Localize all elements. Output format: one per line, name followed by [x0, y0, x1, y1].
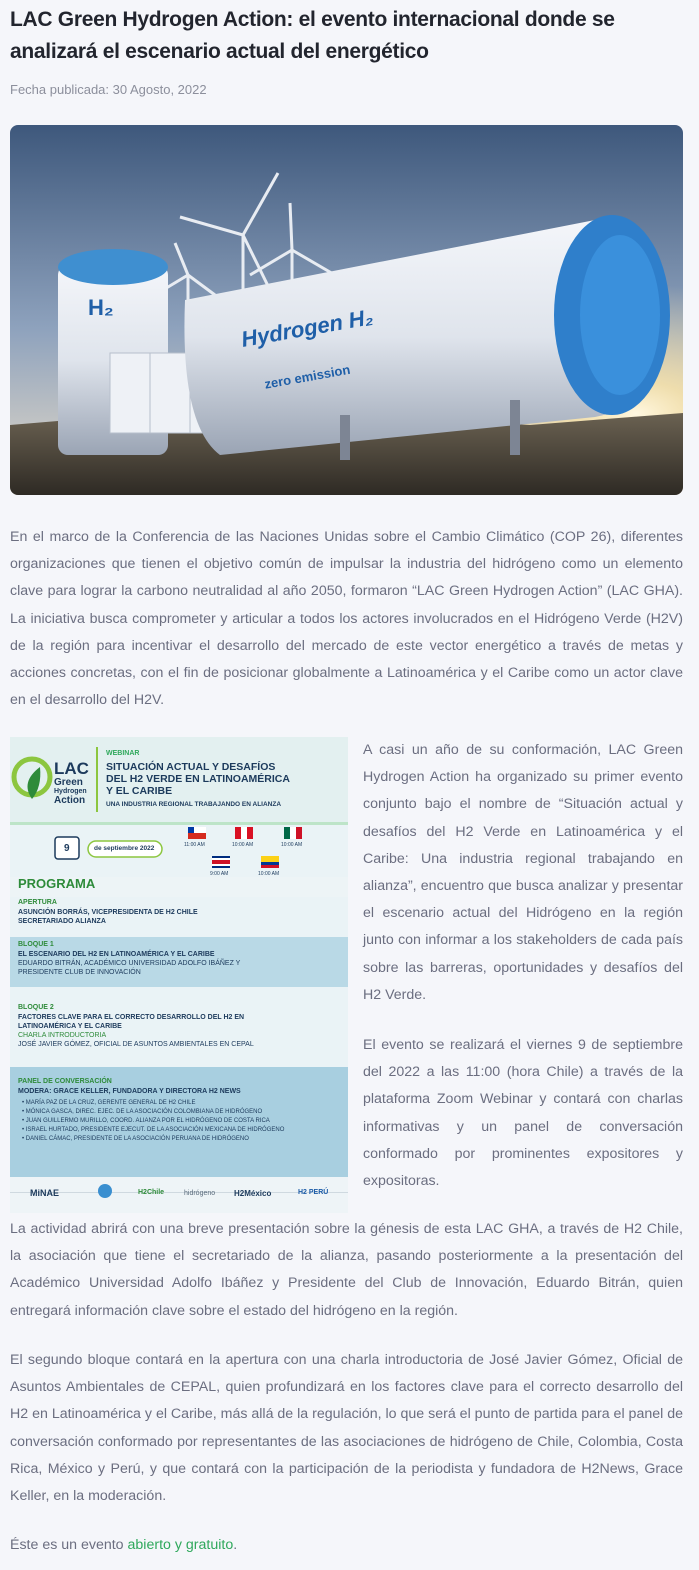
poster-panelist: • DANIEL CÁMAC, PRESIDENTE DE LA ASOCIACIÓN PERUANA DE HIDRÓGENO [22, 1136, 249, 1142]
publish-date: Fecha publicada: 30 Agosto, 2022 [10, 82, 207, 97]
tank-left-label: H₂ [88, 295, 114, 320]
poster-logo-action: Action [54, 795, 86, 806]
sponsor-h2mexico-logo: H2México [234, 1189, 272, 1198]
sponsor-drop-logo [98, 1184, 112, 1198]
tank-right-sub: zero emission [263, 361, 352, 392]
hero-image [10, 125, 683, 495]
poster-headline-2: DEL H2 VERDE EN LATINOAMÉRICA [106, 773, 290, 785]
poster-apertura-line-2: SECRETARIADO ALIANZA [18, 918, 106, 925]
closing-prefix: Éste es un evento [10, 1537, 128, 1553]
poster-headline-1: SITUACIÓN ACTUAL Y DESAFÍOS [106, 761, 276, 773]
poster-bloque1-line-3: PRESIDENTE CLUB DE INNOVACIÓN [18, 969, 141, 976]
poster-headline-3: Y EL CARIBE [106, 785, 173, 797]
poster-bloque2-line-4: JOSÉ JAVIER GÓMEZ, OFICIAL DE ASUNTOS AMBIENTALES EN CEPAL [18, 1041, 254, 1048]
poster-time-chile: 11:00 AM [184, 842, 205, 848]
sponsor-minae-logo: MiNAE [30, 1188, 59, 1198]
poster-time-colombia: 10:00 AM [258, 871, 280, 877]
poster-date-pill: de septiembre 2022 [94, 845, 155, 852]
poster-panelist: • MÓNICA GASCA, DIREC. EJEC. DE LA ASOCIACIÓN COLOMBIANA DE HIDRÓGENO [22, 1109, 263, 1115]
poster-panelist: • MARÍA PAZ DE LA CRUZ, GERENTE GENERAL DE H2 CHILE [22, 1100, 196, 1106]
sponsor-hidrogeno-logo: hidrógeno [184, 1190, 216, 1197]
poster-calendar-day: 9 [64, 843, 70, 854]
poster-logo-lac: LAC [54, 759, 89, 778]
poster-logo-green: Green [54, 777, 83, 788]
poster-time-peru: 10:00 AM [232, 842, 254, 848]
free-event-link[interactable]: abierto y gratuito [127, 1537, 234, 1553]
sponsor-h2chile-logo: H2Chile [138, 1189, 165, 1196]
poster-logo-hydrogen: Hydrogen [54, 788, 87, 795]
poster-subhead: UNA INDUSTRIA REGIONAL TRABAJANDO EN ALIANZA [106, 801, 282, 808]
poster-bloque1-line-2: EDUARDO BITRÁN, ACADÉMICO UNIVERSIDAD ADOLFO IBÁÑEZ Y [18, 960, 241, 967]
poster-panelist: • JUAN GUILLERMO MURILLO, COORD. ALIANZA POR EL HIDRÓGENO DE COSTA RICA [22, 1118, 270, 1124]
closing-suffix: . [233, 1537, 238, 1553]
poster-bloque1-title: BLOQUE 1 [18, 941, 54, 948]
event-poster [10, 737, 348, 1213]
poster-programa: PROGRAMA [18, 876, 96, 891]
poster-bloque2-line-1: FACTORES CLAVE PARA EL CORRECTO DESARROLLO DEL H2 EN [18, 1014, 245, 1021]
poster-time-costa-rica: 9:00 AM [210, 871, 229, 877]
poster-panel-title: PANEL DE CONVERSACIÓN [18, 1078, 112, 1085]
paragraph-intro: En el marco de la Conferencia de las Naciones Unidas sobre el Cambio Climático (COP 26), diferentes organizaciones que tienen el objetivo común de impulsar la industria del hidrógeno como un elemento clave para lograr la carbono neutralidad al año 2050, formaron “LAC Green Hydrogen Action” (LAC GHA). La iniciativa busca comprometer y articular a todos los actores involucrados en el Hidrógeno Verde (H2V) de la región para incentivar el desarrollo del mercado de este vector energético a través de metas y acciones concretas, con el fin de posicionar globalmente a Latinoamérica y el Caribe como un actor clave en el desarrollo del H2V. [10, 529, 683, 709]
poster-time-mexico: 10:00 AM [281, 842, 303, 848]
poster-bloque2-line-3: CHARLA INTRODUCTORIA [18, 1032, 107, 1039]
sponsor-h2peru-logo: H2 PERÚ [298, 1189, 329, 1196]
tank-right-label: Hydrogen H₂ [239, 304, 375, 352]
poster-bloque2-title: BLOQUE 2 [18, 1004, 54, 1011]
poster-webinar: WEBINAR [106, 750, 140, 757]
poster-apertura-title: APERTURA [18, 899, 57, 906]
paragraph-event-details: El evento se realizará el viernes 9 de septiembre del 2022 a las 11:00 (hora Chile) a través de la plataforma Zoom Webinar y contará con charlas informativas y un panel de conversación conformado por prominentes expositores y expositoras. [363, 1037, 683, 1190]
poster-bloque1-line-1: EL ESCENARIO DEL H2 EN LATINOAMÉRICA Y EL CARIBE [18, 951, 215, 958]
poster-apertura-line-1: ASUNCIÓN BORRÁS, VICEPRESIDENTA DE H2 CHILE [18, 909, 198, 916]
article-title: LAC Green Hydrogen Action: el evento internacional donde se analizará el escenario actual del energético [10, 8, 615, 63]
paragraph-first-block: La actividad abrirá con una breve presentación sobre la génesis de esta LAC GHA, a través de H2 Chile, la asociación que tiene el secretariado de la alianza, pasando posteriormente a la presentación del Académico Universidad Adolfo Ibáñez y Presidente del Club de Innovación, Eduardo Bitrán, quien entregará información clave sobre el estado del hidrógeno en la región. [10, 1221, 683, 1319]
poster-bloque2-line-2: LATINOAMÉRICA Y EL CARIBE [18, 1023, 122, 1030]
paragraph-event-intro: A casi un año de su conformación, LAC Green Hydrogen Action ha organizado su primer evento conjunto bajo el nombre de “Situación actual y desafíos del H2 Verde en Latinoamérica y el Caribe: Una industria regional trabajando en alianza”, encuentro que busca analizar y presentar el escenario actual del Hidrógeno en la región junto con informar a los stakeholders de cada país sobre las barreras, oportunidades y desafíos del H2 Verde. [363, 742, 683, 1003]
poster-panelist: • ISRAEL HURTADO, PRESIDENTE EJECUT. DE LA ASOCIACIÓN MEXICANA DE HIDRÓGENO [22, 1127, 285, 1133]
paragraph-closing [10, 1532, 683, 1559]
paragraph-second-block: El segundo bloque contará en la apertura con una charla introductoria de José Javier Gómez, Oficial de Asuntos Ambientales de CEPAL, quien profundizará en los factores clave para el correcto desarrollo del H2 en Latinoamérica y el Caribe, más allá de la regulación, lo que será el punto de partida para el panel de conversación conformado por representantes de las asociaciones de hidrógeno de Chile, Colombia, Costa Rica, México y Perú, y que contará con la participación de la periodista y fundadora de H2News, Grace Keller, en la moderación. [10, 1352, 683, 1505]
poster-panel-moderator: MODERA: GRACE KELLER, FUNDADORA Y DIRECTORA H2 NEWS [18, 1088, 241, 1095]
hydrogen-tanks-illustration [10, 125, 683, 495]
